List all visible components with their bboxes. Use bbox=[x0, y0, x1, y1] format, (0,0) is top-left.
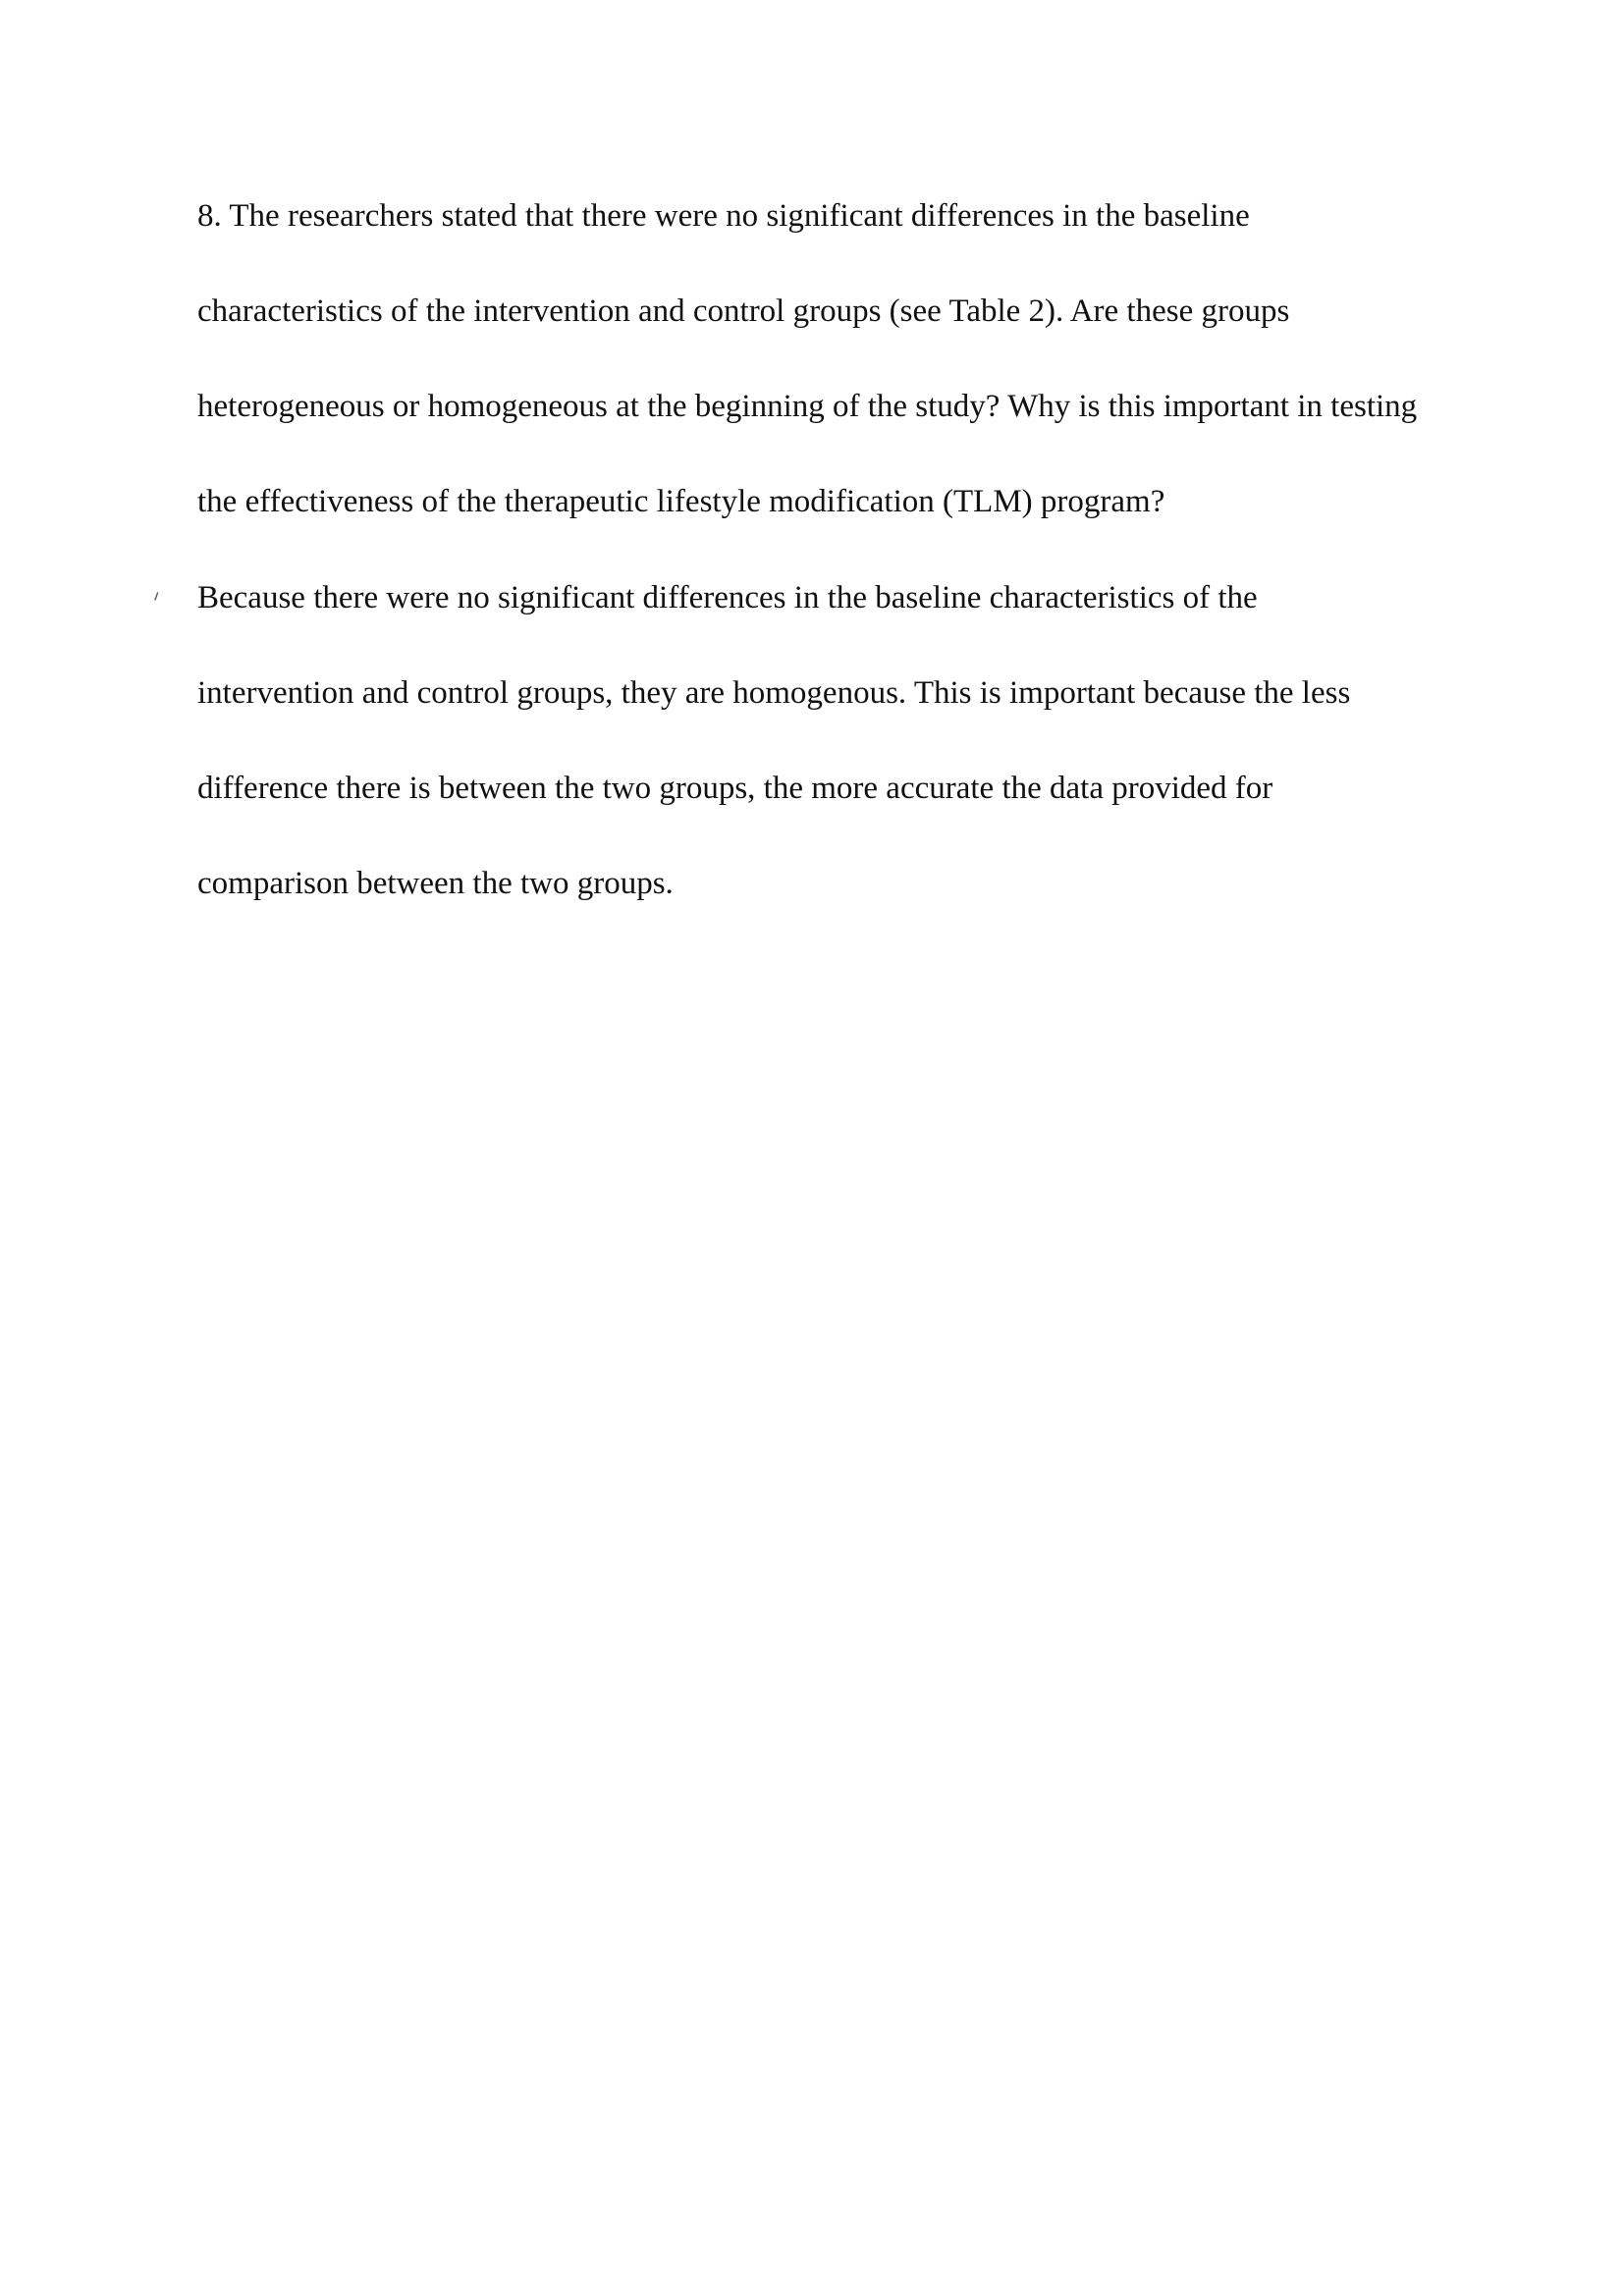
question-line: the effectiveness of the therapeutic lifestyle modification (TLM) program? bbox=[197, 484, 1165, 519]
question-line: heterogeneous or homogeneous at the beginning of the study? Why is this important in testing bbox=[197, 389, 1418, 424]
answer-line: comparison between the two groups. bbox=[197, 866, 674, 901]
paragraph-mark-icon bbox=[153, 592, 159, 602]
question-line: characteristics of the intervention and control groups (see Table 2). Are these groups bbox=[197, 294, 1290, 329]
question-line: 8. The researchers stated that there were no significant differences in the baseline bbox=[197, 198, 1250, 234]
answer-line: Because there were no significant differences in the baseline characteristics of the bbox=[197, 580, 1258, 615]
answer-line: intervention and control groups, they are homogenous. This is important because the less bbox=[197, 675, 1351, 711]
answer-line: difference there is between the two groups, the more accurate the data provided for bbox=[197, 771, 1273, 806]
